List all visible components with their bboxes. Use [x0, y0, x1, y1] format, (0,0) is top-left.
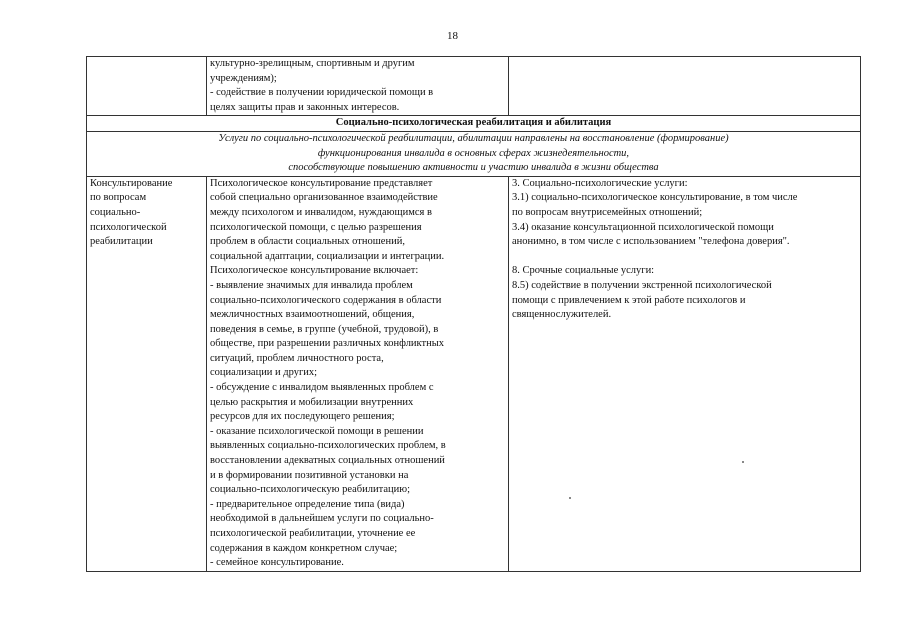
text-line: Психологическое консультирование включает:: [210, 265, 419, 277]
text-line: по вопросам: [90, 192, 147, 204]
text-line: ресурсов для их последующего решения;: [210, 411, 395, 423]
scan-speck: [742, 461, 744, 463]
text-line: анонимно, в том числе с использованием "телефона доверия".: [512, 236, 790, 248]
text-line: психологической помощи, с целью разрешения: [210, 221, 422, 233]
text-line: культурно-зрелищным, спортивным и другим: [210, 58, 415, 69]
text-line: - оказание психологической помощи в решении: [210, 425, 424, 437]
intro-line: способствующие повышению активности и участию инвалида в жизни общества: [288, 162, 659, 174]
scan-speck: [569, 497, 571, 499]
text-line: 3.4) оказание консультационной психологической помощи: [512, 221, 774, 233]
text-line: - обсуждение с инвалидом выявленных проблем с: [210, 382, 434, 394]
text-line: священнослужителей.: [512, 309, 612, 321]
table-row-continuation: [87, 57, 861, 116]
text-line: необходимой в дальнейшем услуги по социально-: [210, 513, 434, 525]
text-line: межличностных взаимоотношений, общения,: [210, 309, 415, 321]
text-line: Психологическое консультирование представляет: [210, 177, 433, 189]
text-line: восстановлении адекватных социальных отношений: [210, 455, 445, 467]
text-line: целью раскрытия и мобилизации внутренних: [210, 396, 414, 408]
text-line: 8. Срочные социальные услуги:: [512, 265, 655, 277]
table-row-consulting: [87, 176, 861, 571]
text-line: - содействие в получении юридической помощи в: [210, 87, 434, 99]
intro-line: функционирования инвалида в основных сферах жизнедеятельности,: [317, 147, 630, 159]
text-line: - выявление значимых для инвалида проблем: [210, 279, 413, 291]
text-line: социализации и других;: [210, 367, 318, 379]
text-line: обществе, при разрешении различных конфликтных: [210, 338, 445, 350]
intro-line: Услуги по социально-психологической реабилитации, абилитации направлены на восстановление (формирование): [218, 132, 729, 144]
text-line: поведения в семье, в группе (учебной, трудовой), в: [210, 323, 439, 335]
section-intro-row: [87, 131, 861, 176]
text-line: 3.1) социально-психологическое консультирование, в том числе: [512, 192, 798, 204]
text-line: 3. Социально-психологические услуги:: [512, 177, 688, 189]
text-line: ситуаций, проблем личностного роста,: [210, 352, 384, 364]
text-line: реабилитации: [90, 236, 153, 248]
text-line: выявленных социально-психологических проблем, в: [210, 440, 446, 452]
text-line: социальной адаптации, социализации и интеграции.: [210, 250, 445, 262]
text-line: социально-психологического содержания в области: [210, 294, 442, 306]
text-line: учреждениям);: [210, 72, 277, 84]
text-line: целях защиты прав и законных интересов.: [210, 101, 400, 113]
text-line: и в формировании позитивной установки на: [210, 469, 409, 481]
services-table: [86, 56, 861, 572]
service-description-cell: [207, 176, 509, 571]
text-line: Консультирование: [90, 177, 173, 189]
section-title: Социально-психологическая реабилитация и абилитация: [87, 116, 861, 132]
text-line: психологической: [90, 221, 167, 233]
text-line: собой специально организованное взаимодействие: [210, 192, 438, 204]
name-cell-empty: [87, 57, 207, 116]
paragraph-gap: [512, 250, 857, 265]
services-cell-empty: [509, 57, 861, 116]
service-name-cell: [87, 176, 207, 571]
services-list-cell: [509, 176, 861, 571]
continuation-description-cell: [207, 57, 509, 116]
section-title-row: [87, 116, 861, 132]
text-line: социально-психологическую реабилитацию;: [210, 484, 411, 496]
text-line: психологической реабилитации, уточнение ее: [210, 528, 416, 539]
text-line: 8.5) содействие в получении экстренной психологической: [512, 279, 772, 291]
text-line: содержания в каждом конкретном случае;: [210, 542, 398, 554]
text-line: помощи с привлечением к этой работе психологов и: [512, 294, 746, 306]
text-line: проблем в области социальных отношений,: [210, 236, 405, 248]
text-line: по вопросам внутрисемейных отношений;: [512, 206, 703, 218]
text-line: социально-: [90, 206, 141, 218]
page-number: 18: [447, 30, 458, 42]
text-line: - семейное консультирование.: [210, 557, 344, 569]
text-line: между психологом и инвалидом, нуждающимся в: [210, 206, 432, 218]
section-intro: [87, 131, 861, 176]
text-line: - предварительное определение типа (вида): [210, 498, 405, 510]
